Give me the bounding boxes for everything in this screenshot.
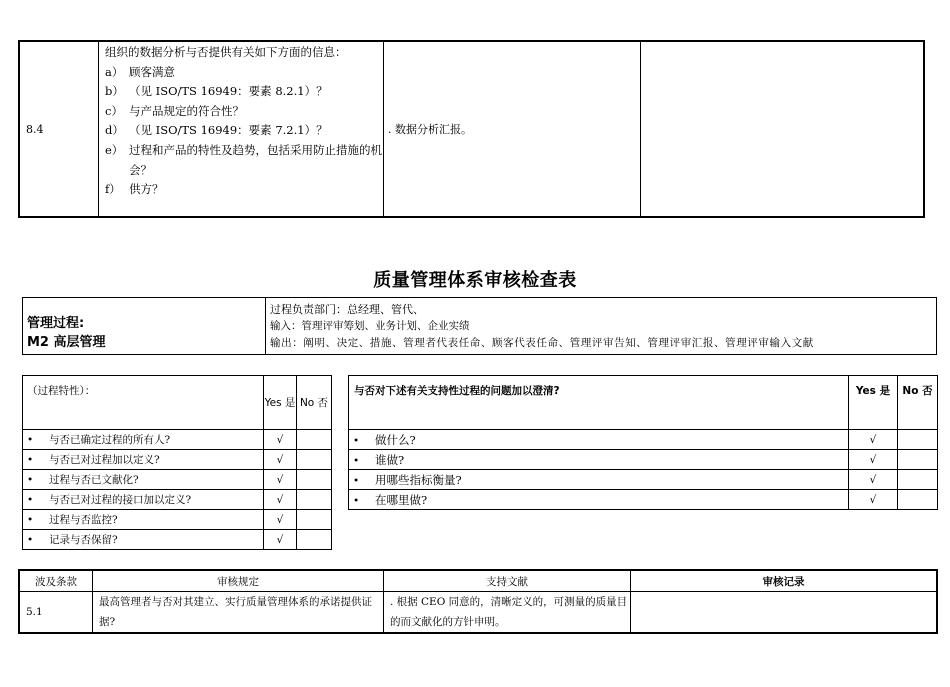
characteristic-row	[23, 510, 332, 530]
bullet-icon: •	[353, 474, 360, 487]
support-no-check	[898, 450, 938, 470]
support-question	[349, 450, 849, 470]
support-row	[349, 490, 938, 510]
bullet-icon: •	[27, 454, 34, 466]
requirement-item-label: e）	[105, 142, 124, 157]
process-header-table	[22, 297, 937, 355]
process-name: M2 高层管理	[27, 335, 106, 350]
support-no-check	[898, 470, 938, 490]
characteristic-yes-check: √	[264, 530, 297, 550]
clause-cell: 8.4	[19, 41, 99, 217]
characteristic-no-check	[297, 450, 332, 470]
process-input: 输入：管理评审筹划、业务计划、企业实绩	[270, 319, 470, 332]
bullet-icon: •	[27, 514, 34, 526]
audit-record	[631, 592, 938, 634]
support-yes-check: √	[849, 490, 898, 510]
requirement-item	[105, 141, 383, 180]
process-info-cell	[266, 298, 937, 355]
support-yes-check: √	[849, 430, 898, 450]
audit-header-requirement: 审核规定	[93, 570, 384, 592]
characteristic-question	[23, 450, 264, 470]
audit-header-record: 审核记录	[631, 570, 938, 592]
requirement-item-label: d）	[105, 123, 124, 138]
requirement-item-label: a）	[105, 64, 124, 79]
process-name-cell	[23, 298, 266, 355]
characteristic-row	[23, 430, 332, 450]
yes-header: Yes 是	[264, 376, 297, 430]
audit-header-clause: 波及条款	[19, 570, 93, 592]
characteristic-question	[23, 430, 264, 450]
record-cell	[641, 41, 925, 217]
clause-8-4-table	[18, 40, 925, 218]
support-yes-check: √	[849, 470, 898, 490]
requirement-item-label: c）	[105, 103, 123, 118]
requirement-intro: 组织的数据分析与否提供有关如下方面的信息：	[105, 45, 347, 59]
requirement-item	[105, 102, 383, 122]
support-question-text: 用哪些指标衡量?	[375, 472, 462, 487]
bullet-icon: •	[353, 454, 360, 467]
characteristic-no-check	[297, 490, 332, 510]
audit-support-doc: . 根据 CEO 同意的，清晰定义的，可测量的质量目的而文献化的方针申明。	[384, 592, 631, 634]
characteristic-question	[23, 490, 264, 510]
audit-header-support: 支持文献	[384, 570, 631, 592]
requirement-item-text: （见 ISO/TS 16949：要素 7.2.1）？	[129, 123, 328, 138]
support-question-text: 谁做?	[375, 452, 405, 467]
characteristic-yes-check: √	[264, 510, 297, 530]
requirement-item	[105, 82, 383, 102]
support-row	[349, 450, 938, 470]
requirement-item-text: 与产品规定的符合性？	[129, 103, 244, 118]
requirement-item-label: b）	[105, 84, 124, 99]
support-question-text: 做什么?	[375, 432, 416, 447]
characteristic-row	[23, 470, 332, 490]
bullet-icon: •	[353, 434, 360, 447]
support-no-check	[898, 430, 938, 450]
bullet-icon: •	[27, 474, 34, 486]
support-process-table	[348, 375, 938, 510]
bullet-icon: •	[27, 434, 34, 446]
support-row	[349, 470, 938, 490]
bullet-icon: •	[27, 494, 34, 506]
support-question-text: 在哪里做?	[375, 492, 428, 507]
bullet-icon: •	[353, 494, 360, 507]
page-title: 质量管理体系审核检查表	[373, 270, 577, 291]
characteristic-yes-check: √	[264, 450, 297, 470]
support-header: 与否对下述有关支持性过程的问题加以澄清?	[349, 376, 849, 430]
no-header: No 否	[297, 376, 332, 430]
process-owner: 过程负责部门：总经理、管代、	[270, 302, 424, 316]
requirement-item-text: 顾客满意	[129, 64, 175, 79]
characteristic-no-check	[297, 530, 332, 550]
characteristic-yes-check: √	[264, 470, 297, 490]
characteristic-no-check	[297, 470, 332, 490]
requirement-cell	[99, 41, 384, 217]
process-label: 管理过程:	[27, 316, 85, 331]
requirement-item-text: 供方？	[129, 182, 164, 197]
characteristic-question-text: 记录与否保留?	[49, 534, 118, 546]
characteristic-question-text: 与否已对过程的接口加以定义?	[49, 494, 192, 506]
requirement-item-text: （见 ISO/TS 16949：要素 8.2.1）？	[129, 84, 328, 99]
characteristic-question-text: 与否已对过程加以定义?	[49, 454, 160, 466]
audit-requirement: 最高管理者与否对其建立、实行质量管理体系的承诺提供证据?	[93, 592, 384, 634]
requirement-item-text: 过程和产品的特性及趋势，包括采用防止措施的机会？	[129, 142, 382, 177]
support-question	[349, 470, 849, 490]
requirement-item	[105, 121, 383, 141]
support-yes-check: √	[849, 450, 898, 470]
characteristics-header: （过程特性）：	[23, 376, 264, 430]
process-characteristics-table	[22, 375, 332, 550]
support-row	[349, 430, 938, 450]
characteristic-row	[23, 490, 332, 510]
characteristic-yes-check: √	[264, 490, 297, 510]
characteristic-row	[23, 450, 332, 470]
characteristic-question-text: 与否已确定过程的所有人?	[49, 434, 171, 446]
support-yes-header: Yes 是	[849, 376, 898, 430]
characteristic-question	[23, 530, 264, 550]
characteristic-question	[23, 510, 264, 530]
support-doc-cell: . 数据分析汇报。	[384, 41, 641, 217]
characteristic-question	[23, 470, 264, 490]
characteristic-question-text: 过程与否监控?	[49, 514, 118, 526]
characteristic-question-text: 过程与否已文献化?	[49, 474, 139, 486]
audit-table	[18, 569, 938, 634]
support-no-header: No 否	[898, 376, 938, 430]
characteristic-no-check	[297, 430, 332, 450]
requirement-item	[105, 63, 383, 83]
requirement-item	[105, 180, 383, 200]
audit-clause: 5.1	[19, 592, 93, 634]
process-output: 输出：阐明、决定、措施、管理者代表任命、顾客代表任命、管理评审告知、管理评审汇报、管理评审输入文献	[270, 336, 814, 349]
requirement-items	[99, 63, 383, 200]
characteristic-no-check	[297, 510, 332, 530]
support-question	[349, 490, 849, 510]
characteristic-yes-check: √	[264, 430, 297, 450]
support-question	[349, 430, 849, 450]
support-no-check	[898, 490, 938, 510]
characteristic-row	[23, 530, 332, 550]
bullet-icon: •	[27, 534, 34, 546]
requirement-item-label: f）	[105, 182, 121, 197]
